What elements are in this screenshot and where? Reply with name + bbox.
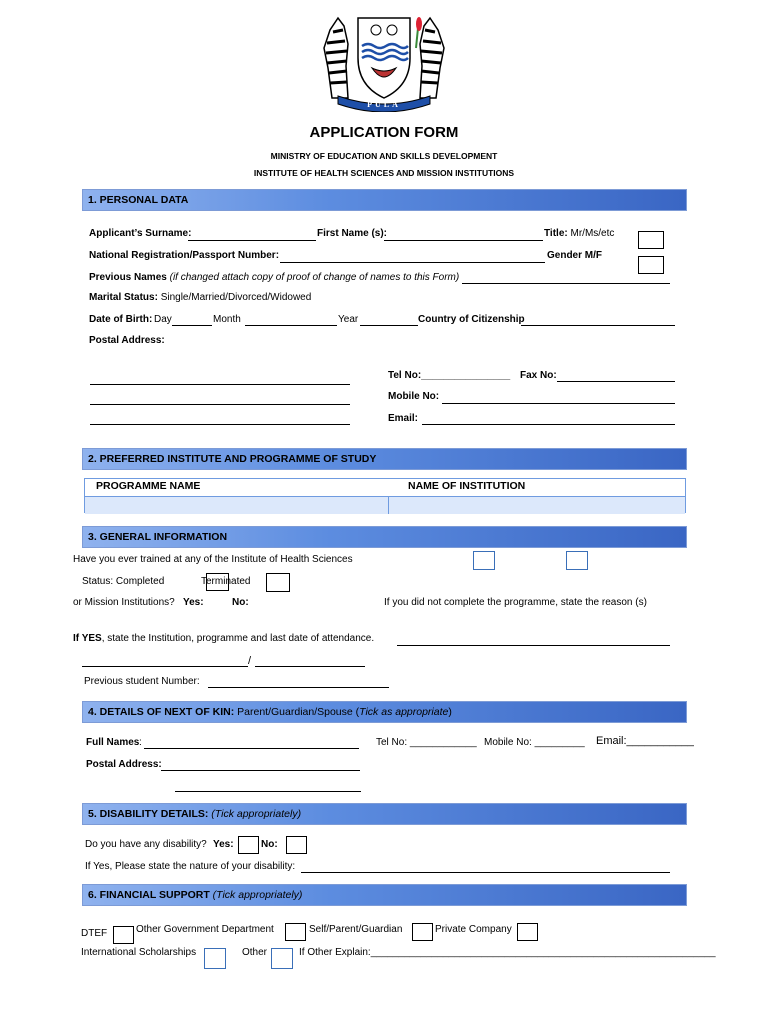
dtef-label: DTEF (81, 928, 108, 939)
terminated-label: Terminated (201, 576, 251, 587)
programme-table-header (85, 479, 685, 497)
col-programme-name: PROGRAMME NAME (96, 480, 201, 492)
status-completed-label: Status: Completed (82, 576, 165, 587)
surname-field[interactable] (188, 240, 316, 241)
disability-yes-label: Yes: (213, 839, 234, 850)
trained-no-box[interactable] (566, 551, 588, 570)
mission-yes-label: Yes: (183, 597, 204, 608)
attendance-field[interactable] (397, 645, 670, 646)
email-field[interactable] (422, 424, 675, 425)
postal-address-label: Postal Address: (89, 335, 165, 346)
kin-postal-label: Postal Address: (86, 759, 162, 770)
other-box[interactable] (271, 948, 293, 969)
day-field[interactable] (172, 325, 212, 326)
mission-no-label: No: (232, 597, 249, 608)
trained-question: Have you ever trained at any of the Institute of Health Sciences (73, 554, 353, 565)
other-label: Other (242, 947, 268, 958)
programme-table-row[interactable] (85, 497, 685, 514)
other-explain-label: If Other Explain:______________________________________________________________ (299, 947, 716, 958)
trained-yes-box[interactable] (473, 551, 495, 570)
title-label-group: Title: Mr/Ms/etc (544, 228, 615, 239)
disability-nature-label: If Yes, Please state the nature of your disability: (85, 861, 296, 872)
kin-colon: : (139, 737, 142, 748)
programme-table (84, 478, 686, 513)
gender-box[interactable] (638, 256, 664, 274)
tel-label: Tel No:________________ (388, 370, 511, 381)
dob-label: Date of Birth: (89, 314, 153, 325)
dtef-box[interactable] (113, 926, 134, 944)
first-name-label: First Name (s): (317, 228, 388, 239)
self-parent-label: Self/Parent/Guardian (309, 924, 403, 935)
kin-email-label: Email:___________ (596, 735, 694, 747)
gender-label: Gender M/F (547, 250, 603, 261)
kin-tel-label: Tel No: ____________ (376, 737, 477, 748)
kin-postal-line-2[interactable] (175, 791, 361, 792)
intl-scholarships-label: International Scholarships (81, 947, 197, 958)
last-date-field[interactable] (255, 666, 365, 667)
day-label: Day (154, 314, 172, 325)
student-number-label: Previous student Number: (84, 676, 200, 687)
disability-no-label: No: (261, 839, 278, 850)
postal-address-line-2[interactable] (90, 404, 350, 405)
previous-names-group: Previous Names (if changed attach copy of proof of change of names to this Form) (89, 272, 460, 283)
postal-address-line-3[interactable] (90, 424, 350, 425)
section-general-header: 3. GENERAL INFORMATION (82, 526, 687, 548)
mobile-label: Mobile No: (388, 391, 440, 402)
title-box[interactable] (638, 231, 664, 249)
section-disability-header: 5. DISABILITY DETAILS: (Tick appropriately) (82, 803, 687, 825)
month-field[interactable] (245, 325, 337, 326)
section-personal-data-header: 1. PERSONAL DATA (82, 189, 687, 211)
private-company-box[interactable] (517, 923, 538, 941)
gov-department-box[interactable] (285, 923, 306, 941)
kin-full-names-label: Full Names (86, 737, 140, 748)
section-preferred-header: 2. PREFERRED INSTITUTE AND PROGRAMME OF STUDY (82, 448, 687, 470)
private-company-label: Private Company (435, 924, 512, 935)
table-divider (388, 497, 389, 514)
col-institution-name: NAME OF INSTITUTION (408, 480, 526, 492)
kin-postal-line-1[interactable] (161, 770, 360, 771)
crest-motto: PULA (367, 100, 401, 109)
institute-name: INSTITUTE OF HEALTH SCIENCES AND MISSION INSTITUTIONS (253, 168, 515, 178)
form-title: APPLICATION FORM (309, 124, 459, 141)
fax-label: Fax No: (520, 370, 557, 381)
terminated-box[interactable] (266, 573, 290, 592)
reason-question: If you did not complete the programme, state the reason (s) (384, 597, 647, 608)
slash-separator: / (248, 655, 252, 667)
intl-scholarships-box[interactable] (204, 948, 226, 969)
email-label: Email: (388, 413, 419, 424)
student-number-field[interactable] (208, 687, 389, 688)
national-registration-field[interactable] (280, 262, 545, 263)
citizenship-label: Country of Citizenship (418, 314, 525, 325)
year-field[interactable] (360, 325, 418, 326)
citizenship-field[interactable] (521, 325, 675, 326)
kin-mobile-label: Mobile No: _________ (484, 737, 585, 748)
month-label: Month (213, 314, 241, 325)
national-registration-label: National Registration/Passport Number: (89, 250, 280, 261)
gov-department-label: Other Government Department (136, 924, 274, 935)
previous-names-field[interactable] (462, 283, 670, 284)
ministry-name: MINISTRY OF EDUCATION AND SKILLS DEVELOPMENT (270, 151, 498, 161)
institution-programme-field[interactable] (82, 666, 248, 667)
section-financial-header: 6. FINANCIAL SUPPORT (Tick appropriately) (82, 884, 687, 906)
if-yes-group: If YES, state the Institution, programme and last date of attendance. (73, 633, 375, 644)
coat-of-arms-emblem (318, 8, 450, 112)
disability-yes-box[interactable] (238, 836, 259, 854)
disability-no-box[interactable] (286, 836, 307, 854)
disability-nature-field[interactable] (301, 872, 670, 873)
mobile-field[interactable] (442, 403, 675, 404)
surname-label: Applicant’s Surname: (89, 228, 192, 239)
section-kin-header: 4. DETAILS OF NEXT OF KIN: Parent/Guardian/Spouse (Tick as appropriate) (82, 701, 687, 723)
marital-status-group: Marital Status: Single/Married/Divorced/Widowed (89, 292, 312, 303)
mission-question: or Mission Institutions? (73, 597, 175, 608)
disability-question: Do you have any disability? (85, 839, 207, 850)
kin-full-names-field[interactable] (144, 748, 359, 749)
year-label: Year (338, 314, 359, 325)
self-parent-box[interactable] (412, 923, 433, 941)
postal-address-line-1[interactable] (90, 384, 350, 385)
fax-field[interactable] (557, 381, 675, 382)
first-name-field[interactable] (384, 240, 543, 241)
